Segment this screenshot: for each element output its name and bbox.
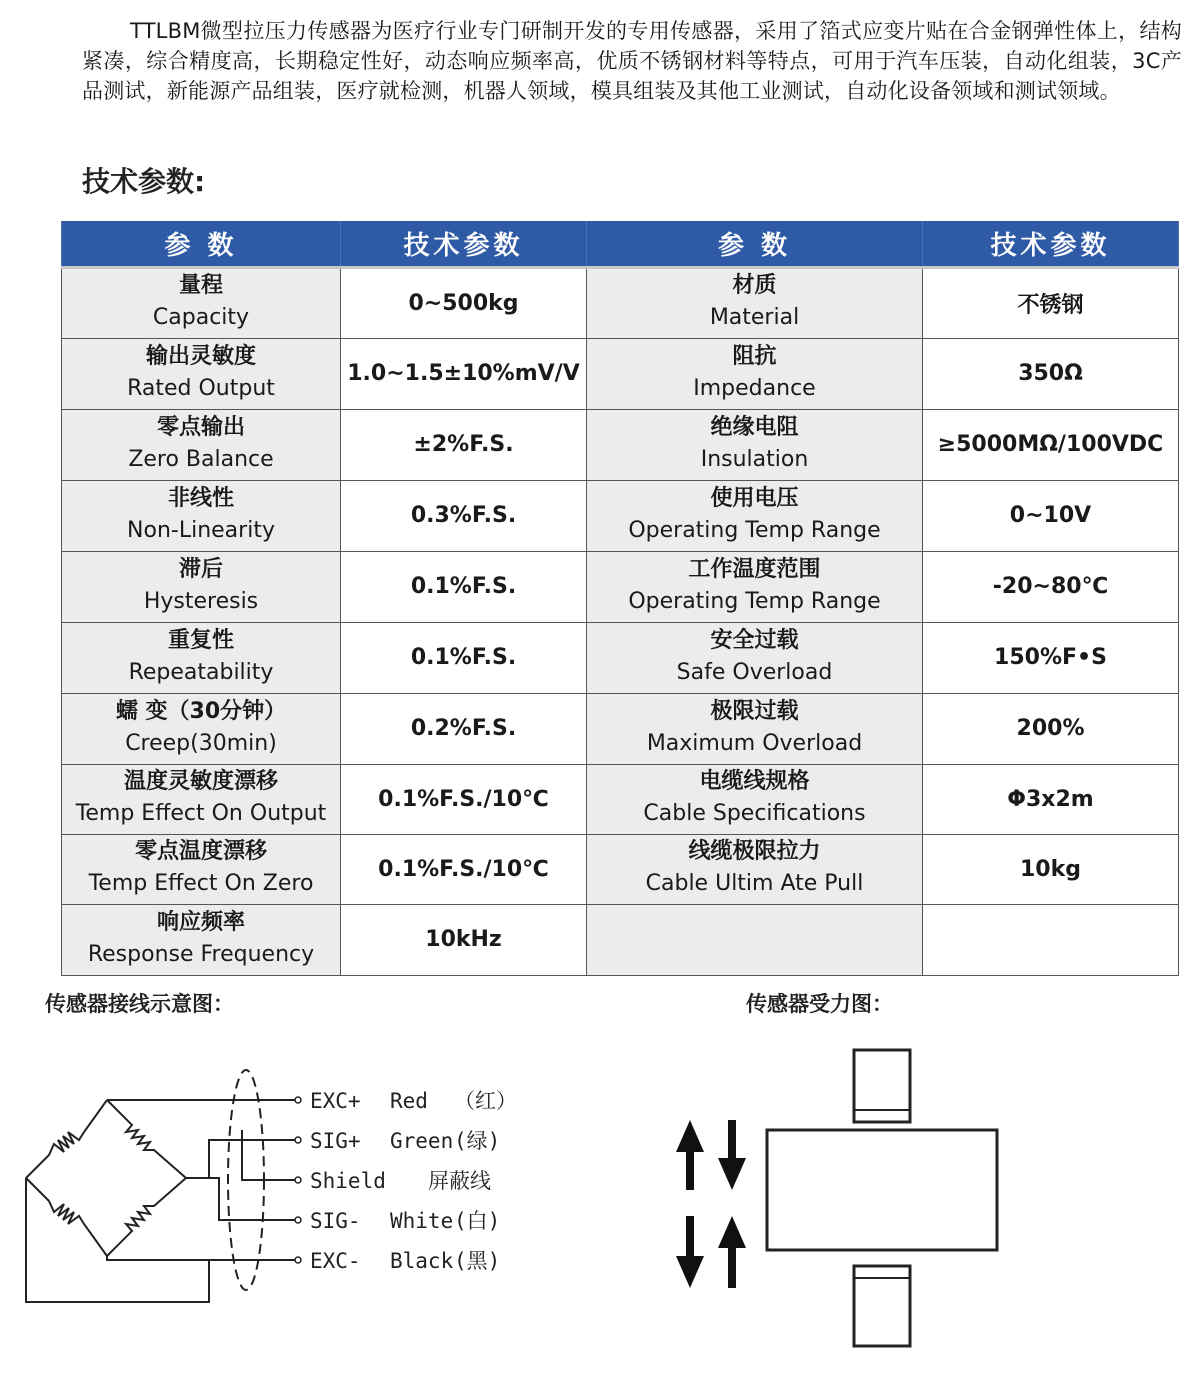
wire-signal: SIG-: [310, 1209, 361, 1233]
param-name-en: Operating Temp Range: [628, 588, 881, 614]
bridge-resistor: [107, 1100, 186, 1178]
wire-labels: [310, 1089, 517, 1273]
param-value: 200%: [923, 693, 1179, 764]
param-name: [62, 338, 341, 409]
param-name-empty: [587, 904, 923, 975]
param-name: [62, 764, 341, 834]
section-title: 技术参数:: [82, 165, 206, 198]
param-name-cn: 温度灵敏度漂移: [123, 769, 278, 794]
param-name-cn: 输出灵敏度: [145, 343, 256, 369]
param-value: 10kg: [923, 834, 1179, 904]
table-row: [62, 409, 1179, 480]
force-diagram: [660, 1040, 1020, 1360]
wire-signal: SIG+: [310, 1129, 361, 1153]
table-row: [62, 622, 1179, 693]
sensor-body: [767, 1130, 997, 1250]
param-name: [587, 338, 923, 409]
param-value: 0.1%F.S.: [341, 622, 587, 693]
table-row: [62, 267, 1179, 338]
sensor-outline: [767, 1050, 997, 1346]
param-name-cn: 响应频率: [156, 909, 245, 935]
bridge-resistor: [26, 1178, 107, 1256]
param-value: 350Ω: [923, 338, 1179, 409]
arrow-up-icon: [718, 1216, 746, 1288]
wire-signal: Shield: [310, 1169, 386, 1193]
param-value: ≥5000MΩ/100VDC: [923, 409, 1179, 480]
param-name: [587, 409, 923, 480]
terminal-dots: [295, 1097, 301, 1263]
force-diagram-title: 传感器受力图：: [746, 992, 893, 1016]
param-name: [587, 480, 923, 551]
param-name: [62, 834, 341, 904]
wire-color-cn: (绿): [454, 1129, 501, 1153]
header-param-right: 参 数: [587, 221, 923, 267]
param-name-en: Temp Effect On Output: [75, 801, 327, 826]
param-value: 0.1%F.S./10℃: [341, 834, 587, 904]
param-value: Φ3x2m: [923, 764, 1179, 834]
param-value: 0.1%F.S.: [341, 551, 587, 622]
force-arrows: [676, 1120, 746, 1288]
param-name: [62, 267, 341, 338]
param-name-en: Cable Specifications: [643, 801, 866, 826]
header-value-left: 技术参数: [341, 221, 587, 267]
param-name-en: Material: [709, 305, 800, 330]
lead-shield: [242, 1130, 298, 1180]
table-row: [62, 904, 1179, 975]
param-name-cn: 阻抗: [732, 343, 777, 369]
wire-color-cn: (白): [454, 1209, 501, 1233]
param-value: 150%F•S: [923, 622, 1179, 693]
param-name-en: Maximum Overload: [646, 730, 863, 756]
param-name-en: Cable Ultim Ate Pull: [645, 871, 864, 896]
wire-color: Black: [390, 1249, 454, 1273]
wire-color: Green: [390, 1129, 454, 1153]
param-name: [587, 267, 923, 338]
param-name-en: Temp Effect On Zero: [88, 871, 314, 896]
wire-signal: EXC+: [310, 1089, 361, 1113]
table-row: [62, 834, 1179, 904]
param-name: [62, 904, 341, 975]
bridge-resistor: [107, 1178, 186, 1256]
arrow-up-icon: [676, 1120, 704, 1190]
param-name-cn: 非线性: [167, 485, 234, 511]
table-row: [62, 764, 1179, 834]
table-row: [62, 551, 1179, 622]
table-row: [62, 338, 1179, 409]
lead-sig-minus: [186, 1178, 298, 1220]
param-name-cn: 使用电压: [710, 485, 799, 511]
param-name-en: Zero Balance: [128, 446, 274, 472]
param-name-en: Safe Overload: [676, 659, 833, 685]
param-name-cn: 滞后: [178, 556, 223, 582]
param-name-cn: 极限过载: [710, 698, 799, 724]
param-value: 不锈钢: [923, 267, 1179, 338]
top-stud: [854, 1050, 910, 1122]
param-name: [62, 693, 341, 764]
wiring-diagram-title: 传感器接线示意图：: [45, 992, 234, 1016]
param-name: [587, 622, 923, 693]
wire-color: White: [390, 1209, 454, 1233]
param-name-cn: 量程: [178, 273, 223, 298]
param-value: -20~80℃: [923, 551, 1179, 622]
wire-color: Red: [390, 1089, 428, 1113]
param-name-cn: 线缆极限拉力: [688, 839, 821, 864]
wire-color-cn: 屏蔽线: [428, 1169, 491, 1193]
param-name-en: Creep(30min): [125, 730, 277, 756]
param-name-cn: 工作温度范围: [688, 556, 821, 582]
param-name: [587, 551, 923, 622]
param-name-en: Operating Temp Range: [628, 517, 881, 543]
arrow-down-icon: [676, 1216, 704, 1288]
spec-table-header: [62, 221, 1179, 267]
param-value-empty: [923, 904, 1179, 975]
param-name-en: Non-Linearity: [127, 517, 275, 543]
param-value: 0.3%F.S.: [341, 480, 587, 551]
param-value: 0~500kg: [341, 267, 587, 338]
wire-signal: EXC-: [310, 1249, 361, 1273]
bridge-resistor: [26, 1100, 107, 1178]
param-value: 0~10V: [923, 480, 1179, 551]
param-name: [62, 551, 341, 622]
param-name: [587, 834, 923, 904]
param-value: 0.1%F.S./10℃: [341, 764, 587, 834]
param-name-cn: 零点输出: [156, 414, 245, 440]
param-name: [62, 409, 341, 480]
wire-color-cn: （红）: [454, 1089, 517, 1113]
param-name-en: Impedance: [693, 375, 816, 401]
wheatstone-bridge: [26, 1070, 298, 1302]
param-name-en: Capacity: [152, 305, 250, 330]
param-name: [62, 622, 341, 693]
arrow-down-icon: [718, 1120, 746, 1190]
param-name-en: Repeatability: [128, 659, 274, 685]
spec-table: [61, 221, 1179, 976]
param-name: [587, 693, 923, 764]
param-name-en: Insulation: [700, 446, 809, 472]
intro-paragraph: TTLBM微型拉压力传感器为医疗行业专门研制开发的专用传感器，采用了箔式应变片贴在合金钢弹性体上，结构紧凑，综合精度高，长期稳定性好，动态响应频率高，优质不锈钢材料等特点，可用于汽车压装，自动化组装，3C产品测试，新能源产品组装，医疗就检测，机器人领域，模具组装及其他工业测试，自动化设备领域和测试领域。: [82, 19, 1182, 103]
param-name-cn: 蠕 变（30分钟）: [115, 698, 287, 724]
table-row: [62, 693, 1179, 764]
lead-exc-minus: [107, 1256, 298, 1260]
param-name-cn: 绝缘电阻: [710, 414, 799, 440]
param-name: [62, 480, 341, 551]
param-name-cn: 重复性: [167, 627, 234, 653]
param-name-cn: 电缆线规格: [699, 769, 810, 794]
lead-frame: [26, 1178, 209, 1302]
header-value-right: 技术参数: [923, 221, 1179, 267]
table-row: [62, 480, 1179, 551]
param-value: 10kHz: [341, 904, 587, 975]
header-param-left: 参 数: [62, 221, 341, 267]
param-name-en: Response Frequency: [87, 941, 315, 967]
wire-color-cn: (黑): [454, 1249, 501, 1273]
param-value: 0.2%F.S.: [341, 693, 587, 764]
param-name-cn: 安全过载: [710, 627, 799, 653]
param-name: [587, 764, 923, 834]
param-value: 1.0~1.5±10%mV/V: [341, 338, 587, 409]
param-name-cn: 材质: [732, 273, 777, 298]
wiring-diagram: [14, 1060, 574, 1310]
param-name-en: Rated Output: [127, 375, 275, 401]
param-name-cn: 零点温度漂移: [134, 839, 267, 864]
param-name-en: Hysteresis: [143, 588, 259, 614]
param-value: ±2%F.S.: [341, 409, 587, 480]
